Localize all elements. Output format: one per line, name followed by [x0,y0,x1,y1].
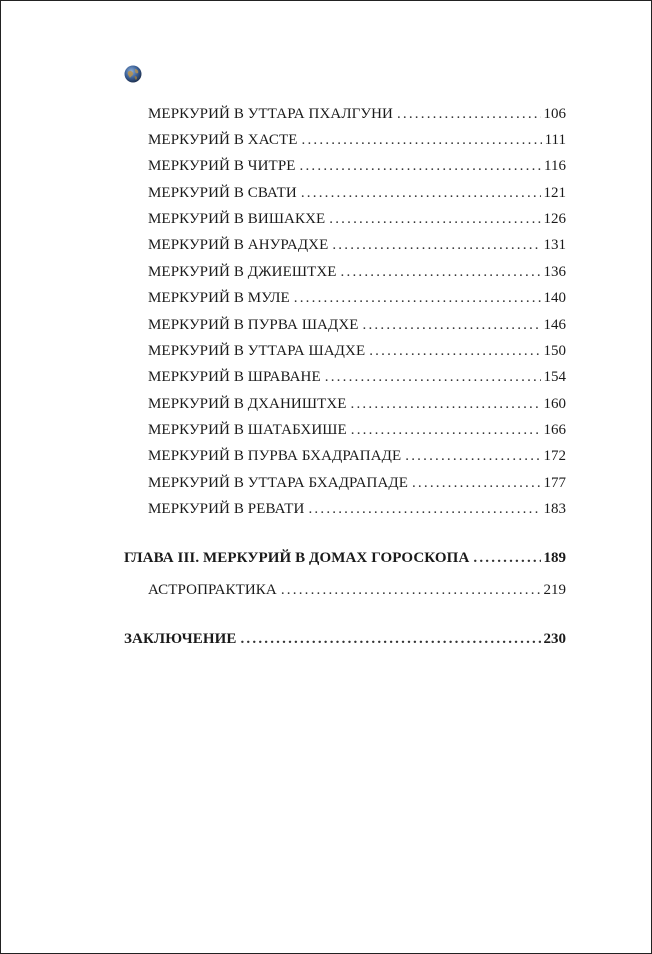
toc-leader-dots [351,420,541,440]
toc-entry[interactable] [148,104,566,124]
toc-entry-title: МЕРКУРИЙ В ВИШАКХЕ [148,211,326,227]
toc-entry[interactable] [148,499,566,519]
toc-entry-page: 160 [543,396,566,412]
toc-leader-dots [329,209,540,229]
toc-leader-dots [302,130,542,150]
toc-entry-title: МЕРКУРИЙ В ПУРВА БХАДРАПАДЕ [148,448,402,464]
toc-leader-dots [308,499,540,519]
toc-leader-dots [473,548,540,568]
toc-entry[interactable] [148,446,566,466]
toc-entry-title: МЕРКУРИЙ В ДХАНИШТХЕ [148,396,347,412]
toc-entry[interactable] [148,183,566,203]
toc-entry-title: МЕРКУРИЙ В ШАТАБХИШЕ [148,422,347,438]
toc-leader-dots [332,235,540,255]
toc-entry-page: 131 [543,237,566,253]
toc-entry[interactable] [148,288,566,308]
toc-entry-astropractice[interactable] [148,580,566,600]
toc-leader-dots [281,580,541,600]
toc-entry-title: МЕРКУРИЙ В СВАТИ [148,185,297,201]
toc-entry-page: 150 [543,343,566,359]
toc-entry[interactable] [148,315,566,335]
toc-leader-dots [300,156,542,176]
toc-entry-page: 136 [543,264,566,280]
toc-leader-dots [397,104,541,124]
toc-leader-dots [369,341,540,361]
toc-entry-page: 140 [543,290,566,306]
toc-entry-title: МЕРКУРИЙ В МУЛЕ [148,290,290,306]
toc-leader-dots [294,288,541,308]
toc-entry-page: 116 [544,158,566,174]
toc-entry[interactable] [148,341,566,361]
toc-entry[interactable] [148,235,566,255]
toc-entry[interactable] [148,420,566,440]
globe-icon [124,65,142,83]
toc-leader-dots [363,315,541,335]
toc-entry-title: МЕРКУРИЙ В РЕВАТИ [148,501,305,517]
toc-entry[interactable] [148,262,566,282]
toc-chapter-page: 189 [543,550,566,566]
toc-leader-dots [240,629,540,649]
toc-leader-dots [351,394,541,414]
toc-leader-dots [325,367,541,387]
toc-chapter-3[interactable] [124,548,566,568]
toc-entry-page: 219 [543,582,566,598]
toc-entry-page: 172 [543,448,566,464]
toc-entry-title: МЕРКУРИЙ В ПУРВА ШАДХЕ [148,317,359,333]
toc-entry[interactable] [148,473,566,493]
toc-entry[interactable] [148,209,566,229]
toc-entry-title: МЕРКУРИЙ В ХАСТЕ [148,132,298,148]
toc-entry-page: 126 [543,211,566,227]
toc-entry-title: МЕРКУРИЙ В УТТАРА ПХАЛГУНИ [148,106,393,122]
toc-chapter-title: ГЛАВА III. МЕРКУРИЙ В ДОМАХ ГОРОСКОПА [124,550,470,566]
toc-entry-title: МЕРКУРИЙ В ЧИТРЕ [148,158,296,174]
toc-entry-title: МЕРКУРИЙ В УТТАРА ШАДХЕ [148,343,366,359]
toc-entry-title: МЕРКУРИЙ В ШРАВАНЕ [148,369,321,385]
toc-entry-page: 177 [543,475,566,491]
toc-entry[interactable] [148,130,566,150]
toc-leader-dots [301,183,541,203]
toc-entry-page: 106 [543,106,566,122]
toc-entry[interactable] [148,156,566,176]
toc-entry-page: 183 [543,501,566,517]
toc-leader-dots [341,262,541,282]
toc-entry[interactable] [148,394,566,414]
toc-leader-dots [412,473,541,493]
toc-entry[interactable] [148,367,566,387]
toc-entry-page: 146 [543,317,566,333]
toc-conclusion-page: 230 [543,631,566,647]
toc-entry-title: МЕРКУРИЙ В УТТАРА БХАДРАПАДЕ [148,475,408,491]
toc-entry-page: 166 [543,422,566,438]
toc-entry-page: 121 [543,185,566,201]
toc-entry-title: МЕРКУРИЙ В ДЖИЕШТХЕ [148,264,337,280]
toc-conclusion[interactable] [124,629,566,649]
toc-entry-title: МЕРКУРИЙ В АНУРАДХЕ [148,237,329,253]
toc-entry-title: АСТРОПРАКТИКА [148,582,277,598]
toc-leader-dots [405,446,540,466]
toc-entry-page: 154 [543,369,566,385]
toc-conclusion-title: ЗАКЛЮЧЕНИЕ [124,631,237,647]
toc-entry-page: 111 [544,132,566,148]
